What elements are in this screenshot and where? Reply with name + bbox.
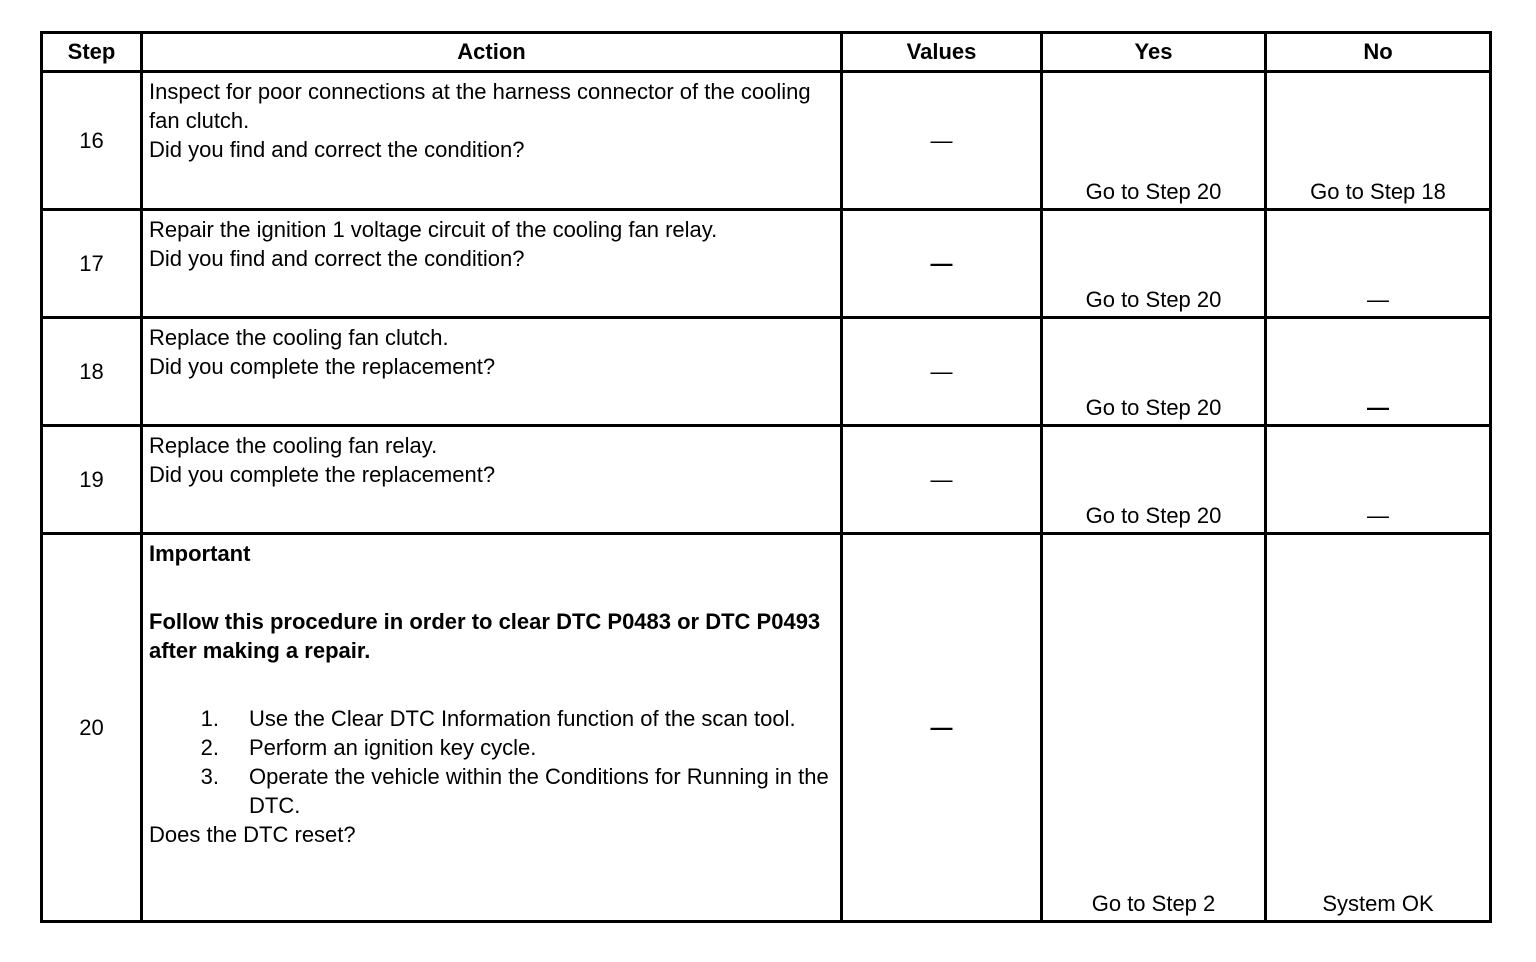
no-cell: System OK xyxy=(1266,534,1491,922)
action-text: Replace the cooling fan relay. xyxy=(149,433,438,458)
yes-cell: Go to Step 2 xyxy=(1042,534,1266,922)
action-question: Does the DTC reset? xyxy=(149,822,356,847)
table-row xyxy=(42,534,1491,922)
header-row xyxy=(42,33,1491,72)
header-values: Values xyxy=(842,33,1042,72)
action-cell xyxy=(142,72,842,210)
action-text: Repair the ignition 1 voltage circuit of the cooling fan relay. xyxy=(149,217,718,242)
action-question: Did you complete the replacement? xyxy=(149,354,496,379)
step-number: 20 xyxy=(42,534,142,922)
list-item xyxy=(149,704,832,733)
list-item-number: 1. xyxy=(200,706,219,731)
no-cell: — xyxy=(1266,210,1491,318)
header-no: No xyxy=(1266,33,1491,72)
diagnostic-table xyxy=(40,31,1492,923)
list-item-text: Use the Clear DTC Information function of the scan tool. xyxy=(249,706,796,731)
step-number: 16 xyxy=(42,72,142,210)
step-number: 17 xyxy=(42,210,142,318)
list-item-text: Operate the vehicle within the Conditions for Running in the DTC. xyxy=(249,764,829,818)
header-step: Step xyxy=(42,33,142,72)
action-cell xyxy=(142,210,842,318)
yes-cell: Go to Step 20 xyxy=(1042,426,1266,534)
yes-cell: Go to Step 20 xyxy=(1042,318,1266,426)
no-cell: — xyxy=(1266,318,1491,426)
action-text: Inspect for poor connections at the harness connector of the cooling fan clutch. xyxy=(149,79,811,133)
action-question: Did you complete the replacement? xyxy=(149,462,496,487)
values-cell: — xyxy=(842,426,1042,534)
values-cell: — xyxy=(842,534,1042,922)
action-text: Replace the cooling fan clutch. xyxy=(149,325,449,350)
yes-cell: Go to Step 20 xyxy=(1042,72,1266,210)
header-action: Action xyxy=(142,33,842,72)
list-item-number: 2. xyxy=(200,735,219,760)
list-item-text: Perform an ignition key cycle. xyxy=(249,735,537,760)
table-row xyxy=(42,72,1491,210)
no-cell: Go to Step 18 xyxy=(1266,72,1491,210)
yes-cell: Go to Step 20 xyxy=(1042,210,1266,318)
list-item xyxy=(149,733,832,762)
important-title: Important xyxy=(149,541,251,566)
values-cell: — xyxy=(842,72,1042,210)
table-row xyxy=(42,426,1491,534)
action-question: Did you find and correct the condition? xyxy=(149,137,525,162)
step-number: 18 xyxy=(42,318,142,426)
action-cell xyxy=(142,318,842,426)
table-row xyxy=(42,210,1491,318)
values-cell: — xyxy=(842,210,1042,318)
list-item xyxy=(149,762,832,820)
table-row xyxy=(42,318,1491,426)
important-text: Follow this procedure in order to clear DTC P0483 or DTC P0493 after making a repair. xyxy=(149,609,821,663)
procedure-list xyxy=(149,704,832,820)
no-cell: — xyxy=(1266,426,1491,534)
values-cell: — xyxy=(842,318,1042,426)
step-number: 19 xyxy=(42,426,142,534)
list-item-number: 3. xyxy=(200,764,219,789)
action-cell xyxy=(142,426,842,534)
header-yes: Yes xyxy=(1042,33,1266,72)
action-cell xyxy=(142,534,842,922)
action-question: Did you find and correct the condition? xyxy=(149,246,525,271)
